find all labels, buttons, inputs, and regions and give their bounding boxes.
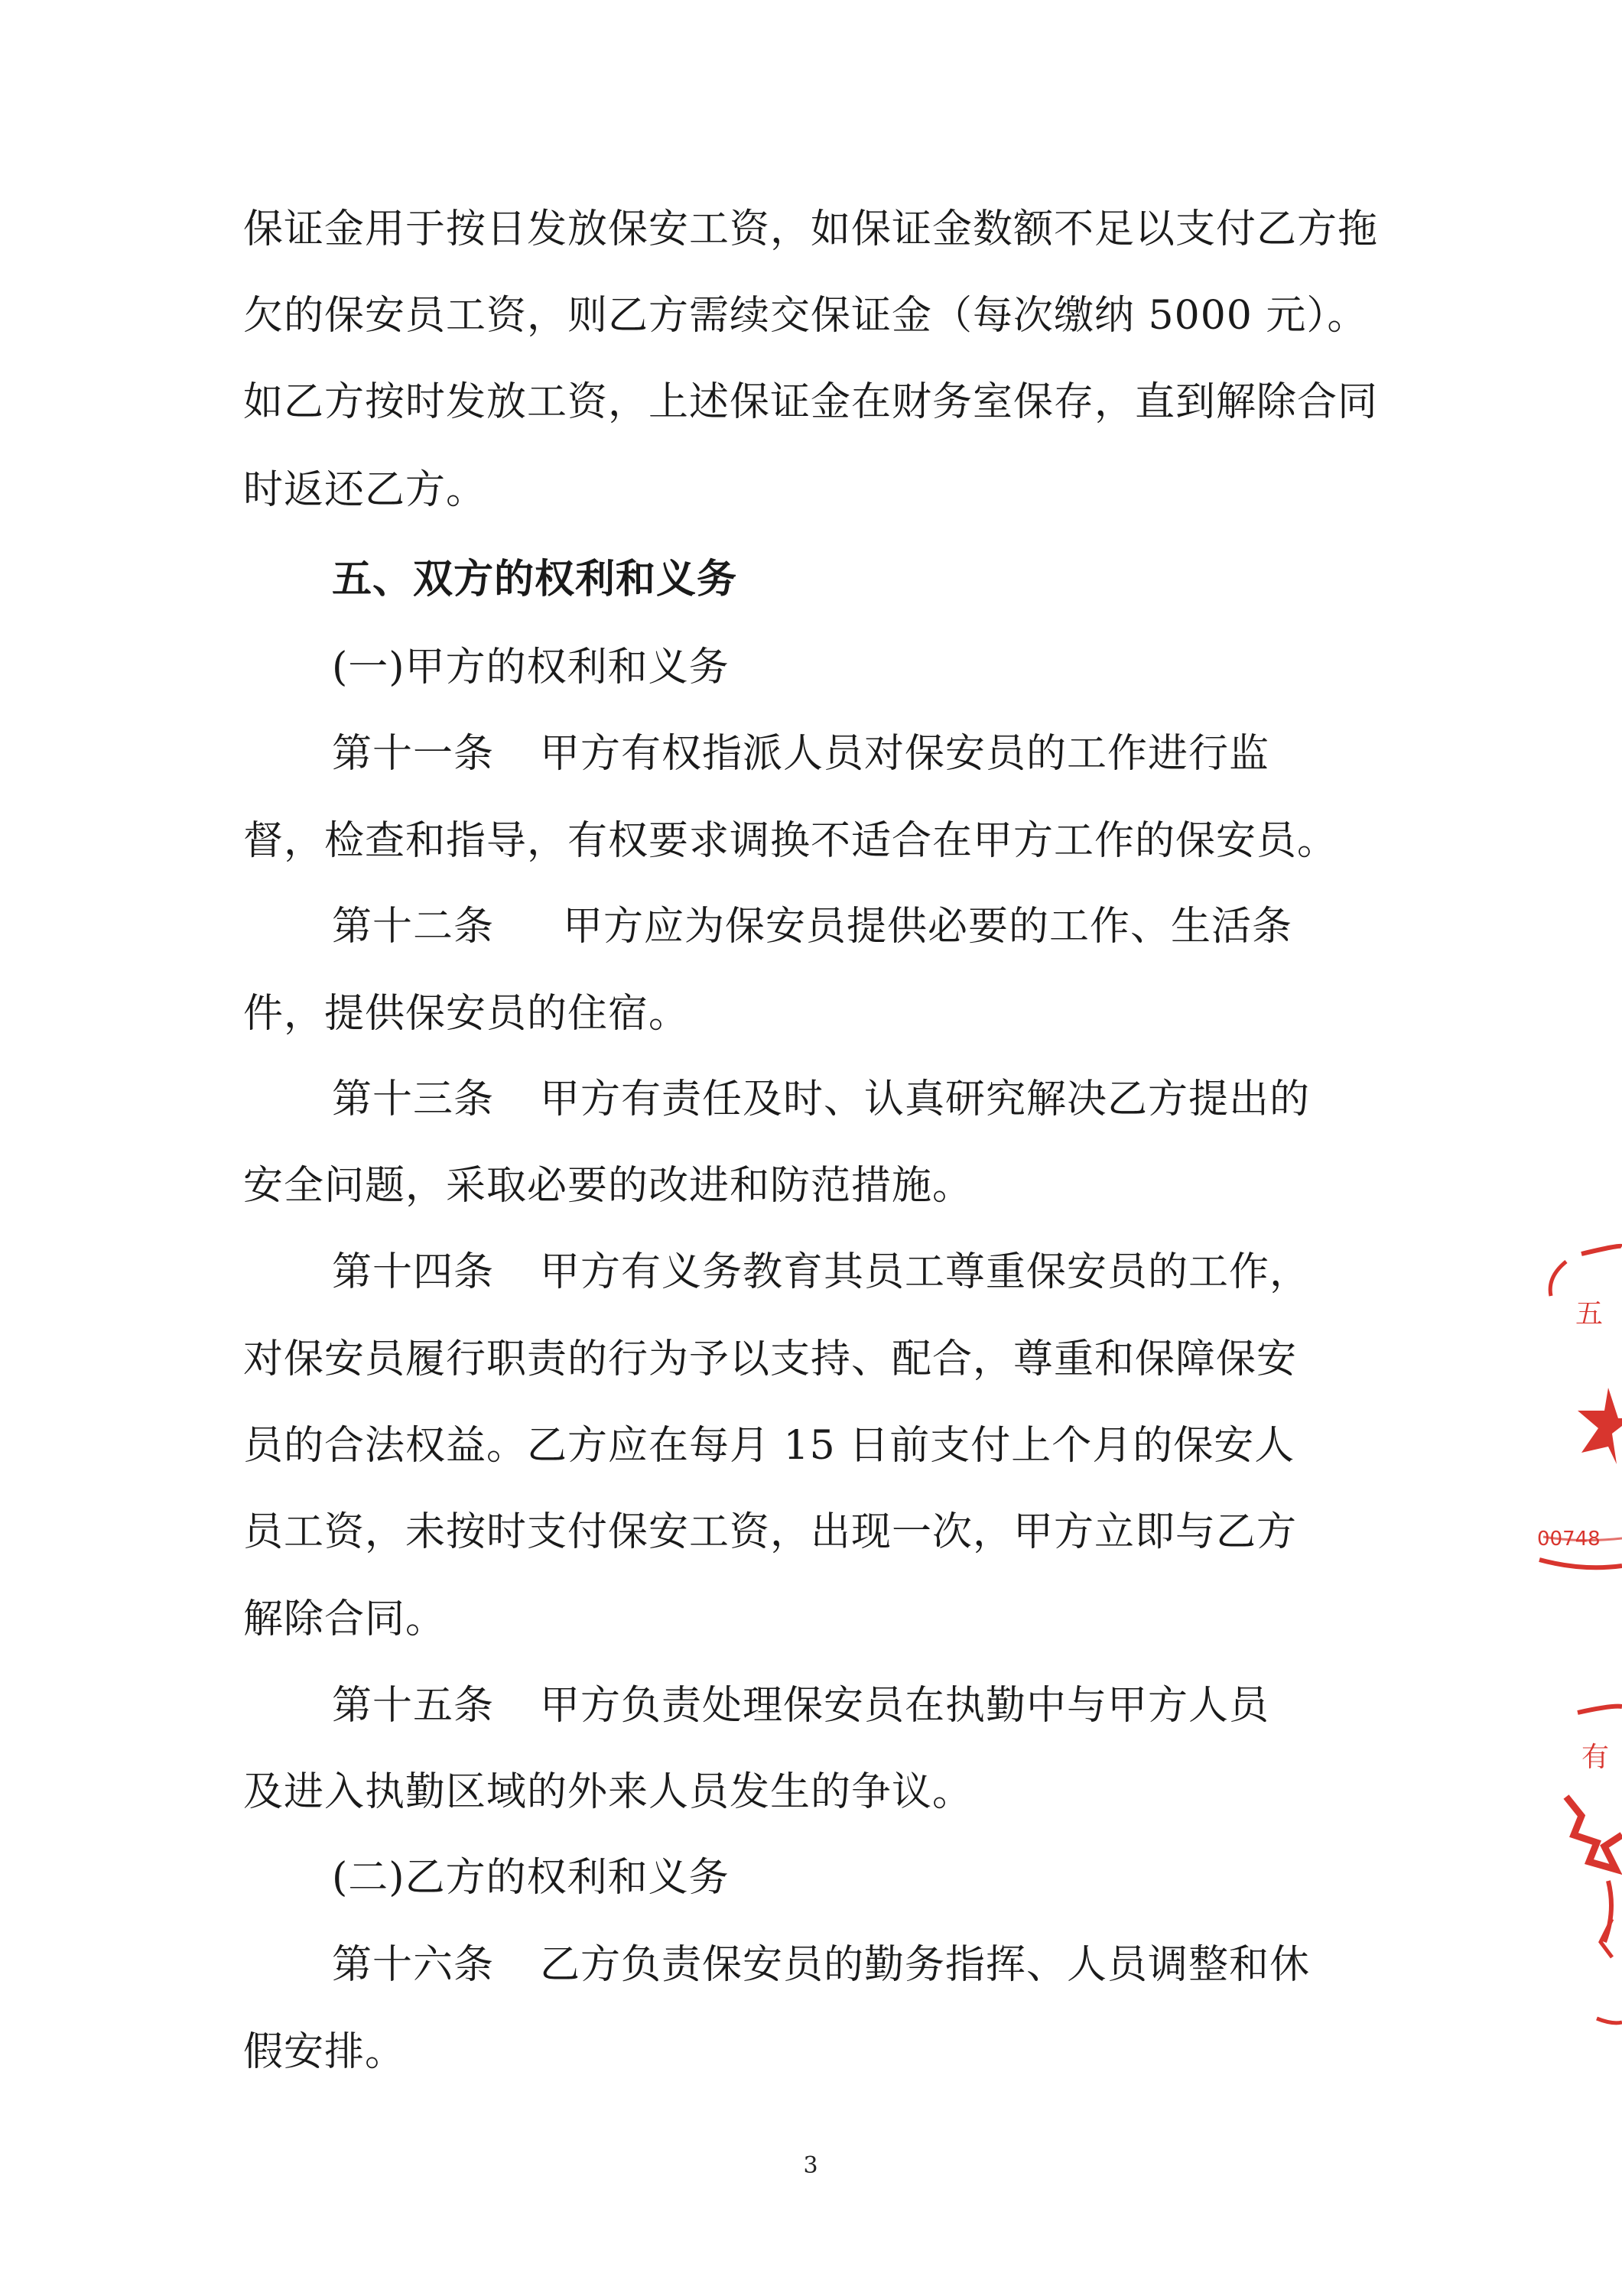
paragraph-line: 如乙方按时发放工资，上述保证金在财务室保存，直到解除合同 [243, 379, 1379, 425]
article-14-line-5: 解除合同。 [243, 1596, 447, 1642]
article-text: 甲方有责任及时、认真研究解决乙方提出的 [540, 1077, 1311, 1122]
article-label: 第十一条 [332, 731, 495, 777]
seal-top-code: 00748 [1537, 1528, 1601, 1551]
paragraph-line: 时返还乙方。 [243, 467, 487, 513]
article-text: 甲方有权指派人员对保安员的工作进行监 [540, 731, 1270, 777]
page-number: 3 [803, 2152, 818, 2179]
article-16-line-2: 假安排。 [243, 2029, 406, 2075]
seal-top-text: 五 [1575, 1298, 1604, 1330]
article-14-line-2: 对保安员履行职责的行为予以支持、配合，尊重和保障保安 [243, 1336, 1298, 1382]
official-seal-partial-top [1536, 1223, 1622, 1590]
article-text: 乙方负责保安员的勤务指挥、人员调整和休 [540, 1942, 1311, 1988]
article-text: 甲方应为保安员提供必要的工作、生活条 [563, 904, 1293, 950]
article-12-line-1 [332, 898, 1479, 956]
article-12-line-2: 件，提供保安员的住宿。 [243, 991, 690, 1037]
paragraph-line: 欠的保安员工资，则乙方需续交保证金（每次缴纳 5000 元）。 [243, 293, 1368, 339]
article-label: 第十二条 [332, 904, 495, 950]
article-13-line-2: 安全问题，采取必要的改进和防范措施。 [243, 1163, 974, 1209]
article-14-line-3: 员的合法权益。乙方应在每月 15 日前支付上个月的保安人 [243, 1423, 1295, 1469]
subsection-heading: (二)乙方的权利和义务 [332, 1855, 730, 1901]
article-label: 第十三条 [332, 1077, 495, 1122]
article-label: 第十四条 [332, 1249, 495, 1295]
article-text: 甲方负责处理保安员在执勤中与甲方人员 [540, 1683, 1270, 1729]
article-14-line-4: 员工资，未按时支付保安工资，出现一次，甲方立即与乙方 [243, 1509, 1298, 1555]
article-16-line-1 [332, 1936, 1479, 1994]
article-label: 第十六条 [332, 1942, 495, 1988]
article-11-line-1 [332, 725, 1479, 783]
subsection-heading: (一)甲方的权利和义务 [332, 645, 730, 690]
article-14-line-1 [332, 1243, 1479, 1301]
article-13-line-1 [332, 1070, 1479, 1129]
seal-star-icon [1578, 1388, 1622, 1464]
article-15-line-1 [332, 1677, 1479, 1735]
section-heading: 五、双方的权利和义务 [332, 556, 738, 602]
article-label: 第十五条 [332, 1683, 495, 1729]
paragraph-line: 保证金用于按日发放保安工资，如保证金数额不足以支付乙方拖 [243, 206, 1379, 252]
article-text: 甲方有义务教育其员工尊重保安员的工作， [540, 1249, 1311, 1295]
seal-bottom-graphic [1536, 1682, 1622, 2049]
article-15-line-2: 及进入执勤区域的外来人员发生的争议。 [243, 1769, 974, 1815]
article-11-line-2: 督，检查和指导，有权要求调换不适合在甲方工作的保安员。 [243, 818, 1338, 864]
official-seal-partial-bottom [1536, 1682, 1622, 2049]
seal-bottom-text: 有 [1581, 1742, 1610, 1773]
